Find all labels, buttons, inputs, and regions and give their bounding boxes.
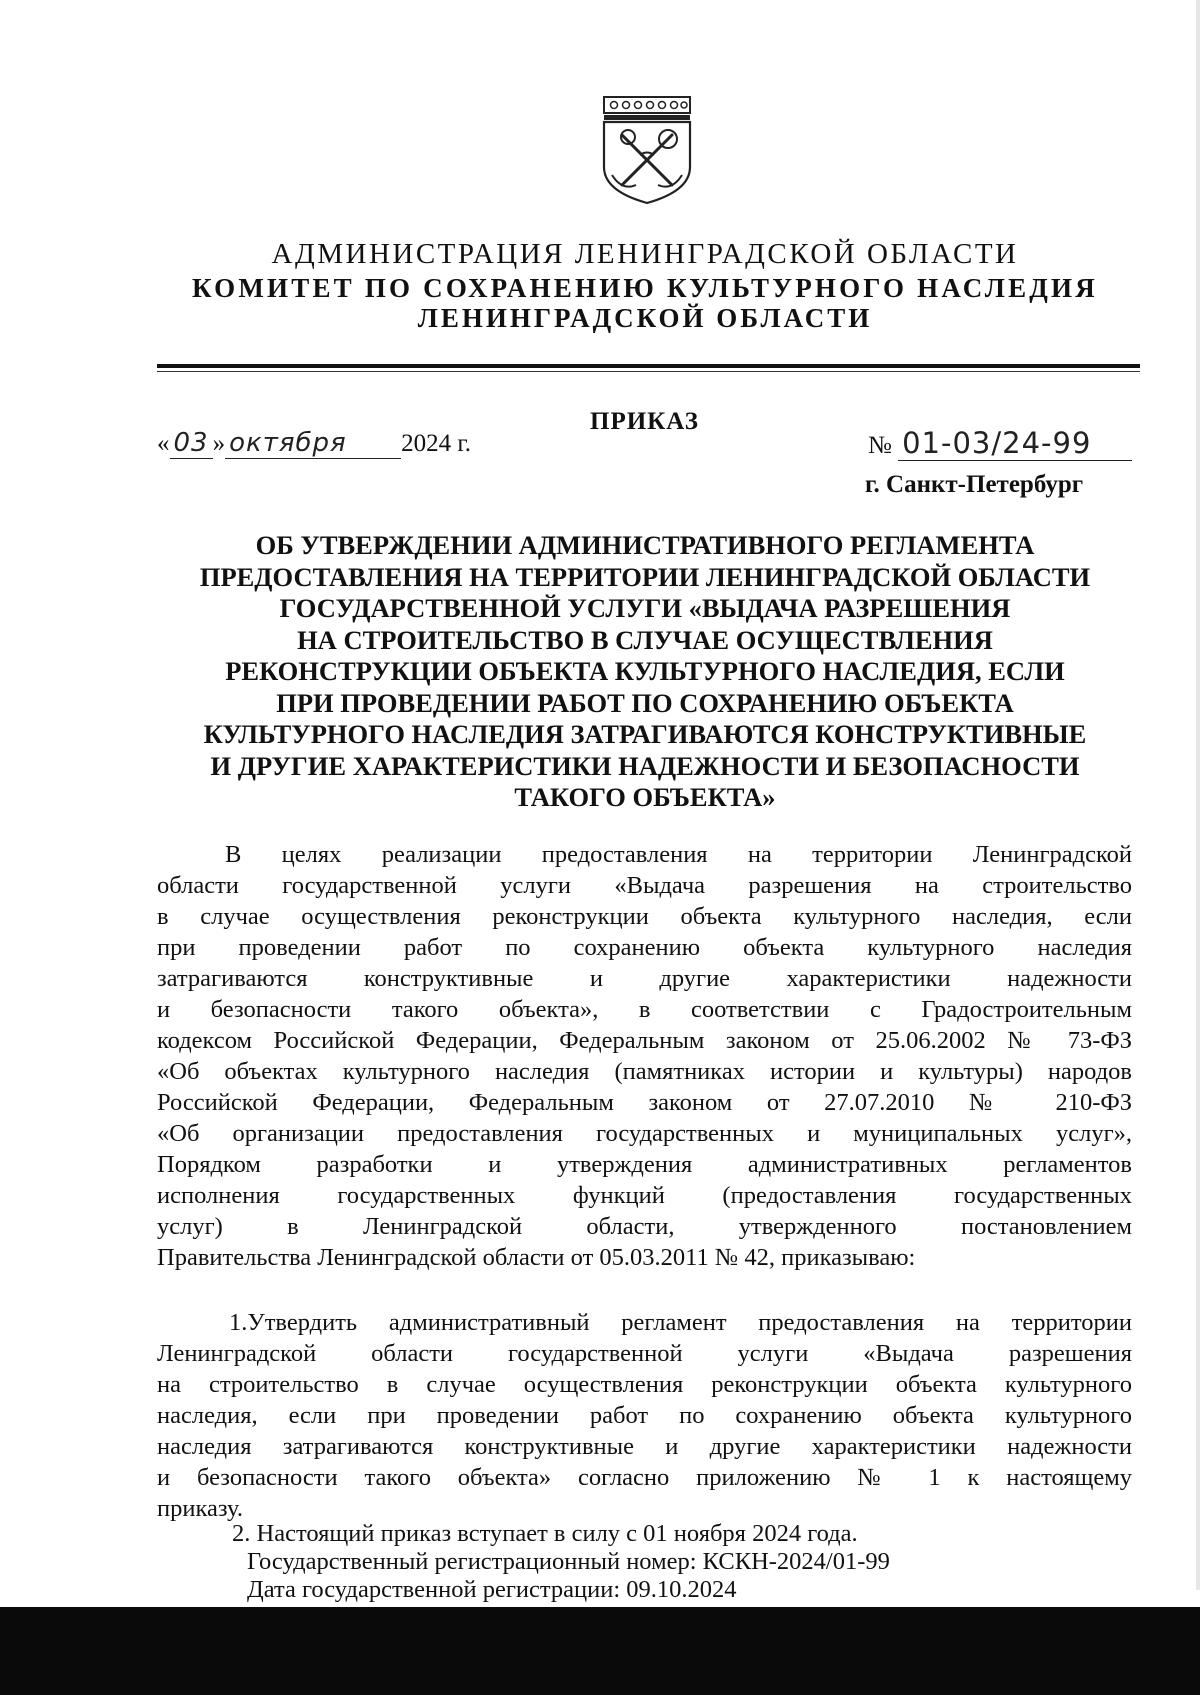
header-divider [157,364,1140,368]
item-1-paragraph [157,1307,1132,1524]
scan-border-bottom [0,1607,1200,1695]
committee-name: КОМИТЕТ ПО СОХРАНЕНИЮ КУЛЬТУРНОГО НАСЛЕДИЯ [192,273,1098,303]
paragraph-line: услуг) в Ленинградской области, утвержденного постановлением [157,1213,1132,1240]
paragraph-line: в случае осуществления реконструкции объекта культурного наследия, если [157,903,1132,930]
paragraph-line: наследия затрагиваются конструктивные и другие характеристики надежности [157,1433,1132,1460]
item-2-paragraph: 2. Настоящий приказ вступает в силу с 01 ноября 2024 года. [232,1520,858,1547]
paragraph-line: «Об объектах культурного наследия (памятниках истории и культуры) народов [157,1058,1132,1085]
title-line: ПРЕДОСТАВЛЕНИЯ НА ТЕРРИТОРИИ ЛЕНИНГРАДСКОЙ ОБЛАСТИ [199,561,1091,592]
coat-of-arms-icon [600,95,694,205]
handwritten-day: 03 [170,428,213,459]
title-line: ТАКОГО ОБЪЕКТА» [514,782,776,812]
paragraph-line: Ленинградской области государственной услуги «Выдача разрешения [157,1340,1132,1367]
document-title [150,530,1140,814]
paragraph-line: приказу. [157,1495,243,1522]
committee-region: ЛЕНИНГРАДСКОЙ ОБЛАСТИ [417,303,873,333]
paragraph-line: наследия, если при проведении работ по сохранению объекта культурного [157,1402,1132,1429]
title-line: НА СТРОИТЕЛЬСТВО В СЛУЧАЕ ОСУЩЕСТВЛЕНИЯ [297,624,993,655]
paragraph-line: и безопасности такого объекта» согласно приложению № 1 к настоящему [157,1464,1132,1491]
paragraph-line: на строительство в случае осуществления реконструкции объекта культурного [157,1371,1132,1398]
paragraph-line: и безопасности такого объекта», в соответствии с Градостроительным [157,996,1132,1023]
registration-date: Дата государственной регистрации: 09.10.2024 [247,1576,737,1603]
order-title: ПРИКАЗ [590,408,699,435]
number-sign: № [868,432,892,459]
header-divider-thin [157,371,1140,372]
title-line: ОБ УТВЕРЖДЕНИИ АДМИНИСТРАТИВНОГО РЕГЛАМЕНТА [255,530,1035,560]
handwritten-month: октября [225,428,401,459]
paragraph-line: при проведении работ по сохранению объекта культурного наследия [157,934,1132,961]
scan-edge [1196,0,1200,1590]
registration-number: Государственный регистрационный номер: КСКН-2024/01-99 [247,1548,890,1575]
title-line: ПРИ ПРОВЕДЕНИИ РАБОТ ПО СОХРАНЕНИЮ ОБЪЕКТА [276,687,1014,718]
date-year: 2024 г. [401,430,472,457]
order-city: г. Санкт-Петербург [865,471,1084,498]
date-quote-open: « [157,430,170,457]
handwritten-number: 01-03/24-99 [898,426,1132,461]
paragraph-line: «Об организации предоставления государственных и муниципальных услуг», [157,1120,1132,1147]
paragraph-line: области государственной услуги «Выдача разрешения на строительство [157,872,1132,899]
title-line: И ДРУГИЕ ХАРАКТЕРИСТИКИ НАДЕЖНОСТИ И БЕЗОПАСНОСТИ [210,750,1080,781]
paragraph-line: Порядком разработки и утверждения административных регламентов [157,1151,1132,1178]
paragraph-line: исполнения государственных функций (предоставления государственных [157,1182,1132,1209]
order-date [157,428,471,459]
title-line: РЕКОНСТРУКЦИИ ОБЪЕКТА КУЛЬТУРНОГО НАСЛЕДИЯ, ЕСЛИ [225,656,1065,686]
order-number [868,426,1132,461]
paragraph-line: кодексом Российской Федерации, Федеральным законом от 25.06.2002 № 73-ФЗ [157,1027,1132,1054]
paragraph-line: затрагиваются конструктивные и другие характеристики надежности [157,965,1132,992]
paragraph-line: Российской Федерации, Федеральным законом от 27.07.2010 № 210-ФЗ [157,1089,1132,1116]
paragraph-line: Правительства Ленинградской области от 05.03.2011 № 42, приказываю: [157,1244,916,1271]
date-quote-close: » [212,430,226,457]
preamble-paragraph [157,839,1132,1273]
title-line: ГОСУДАРСТВЕННОЙ УСЛУГИ «ВЫДАЧА РАЗРЕШЕНИЯ [279,593,1011,623]
administration-name: АДМИНИСТРАЦИЯ ЛЕНИНГРАДСКОЙ ОБЛАСТИ [271,238,1019,270]
title-line: КУЛЬТУРНОГО НАСЛЕДИЯ ЗАТРАГИВАЮТСЯ КОНСТРУКТИВНЫЕ [203,719,1087,749]
paragraph-line: В целях реализации предоставления на территории Ленинградской [225,841,1132,868]
paragraph-line: 1.Утвердить административный регламент предоставления на территории [229,1309,1132,1336]
